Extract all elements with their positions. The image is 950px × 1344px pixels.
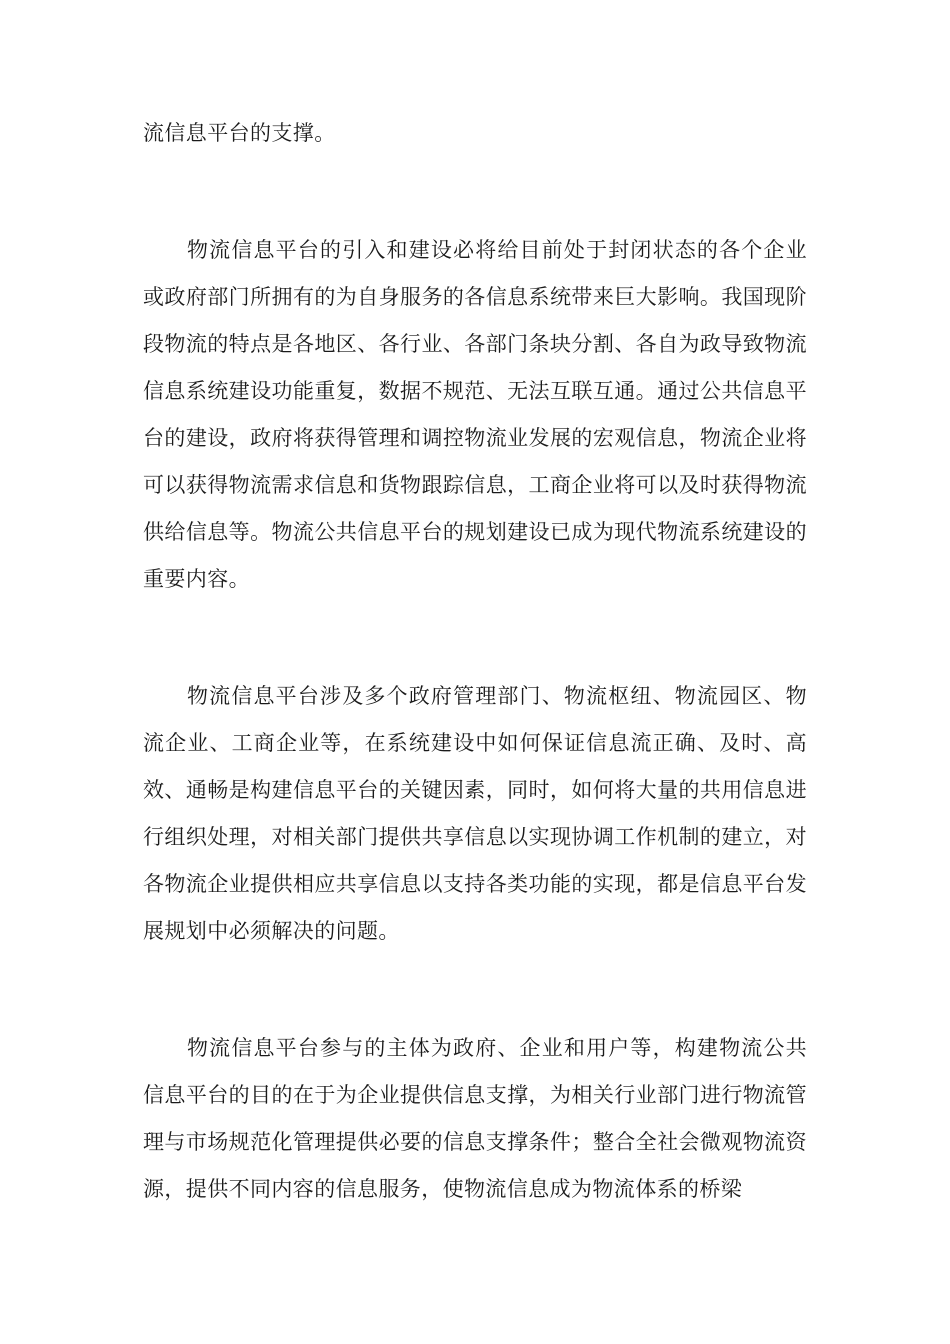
document-body [143,110,807,1213]
paragraph-spacer [143,157,807,227]
paragraph-platform-impact: 物流信息平台的引入和建设必将给目前处于封闭状态的各个企业或政府部门所拥有的为自身服务的各信息系统带来巨大影响。我国现阶段物流的特点是各地区、各行业、各部门条块分割、各自为政导致物流信息系统建设功能重复，数据不规范、无法互联互通。通过公共信息平台的建设，政府将获得管理和调控物流业发展的宏观信息，物流企业将可以获得物流需求信息和货物跟踪信息，工商企业将可以及时获得物流供给信息等。物流公共信息平台的规划建设已成为现代物流系统建设的重要内容。 [143,238,807,591]
paragraph-spacer [143,955,807,1025]
paragraph-spacer [143,603,807,673]
paragraph-platform-participants: 物流信息平台参与的主体为政府、企业和用户等，构建物流公共信息平台的目的在于为企业提供信息支撑，为相关行业部门进行物流管理与市场规范化管理提供必要的信息支撑条件；整合全社会微观物流资源，提供不同内容的信息服务，使物流信息成为物流体系的桥梁 [143,1036,807,1201]
paragraph-key-factors: 物流信息平台涉及多个政府管理部门、物流枢纽、物流园区、物流企业、工商企业等，在系统建设中如何保证信息流正确、及时、高效、通畅是构建信息平台的关键因素，同时，如何将大量的共用信息进行组织处理，对相关部门提供共享信息以实现协调工作机制的建立，对各物流企业提供相应共享信息以支持各类功能的实现，都是信息平台发展规划中必须解决的问题。 [143,684,807,943]
paragraph-continuation: 流信息平台的支撑。 [143,121,336,145]
